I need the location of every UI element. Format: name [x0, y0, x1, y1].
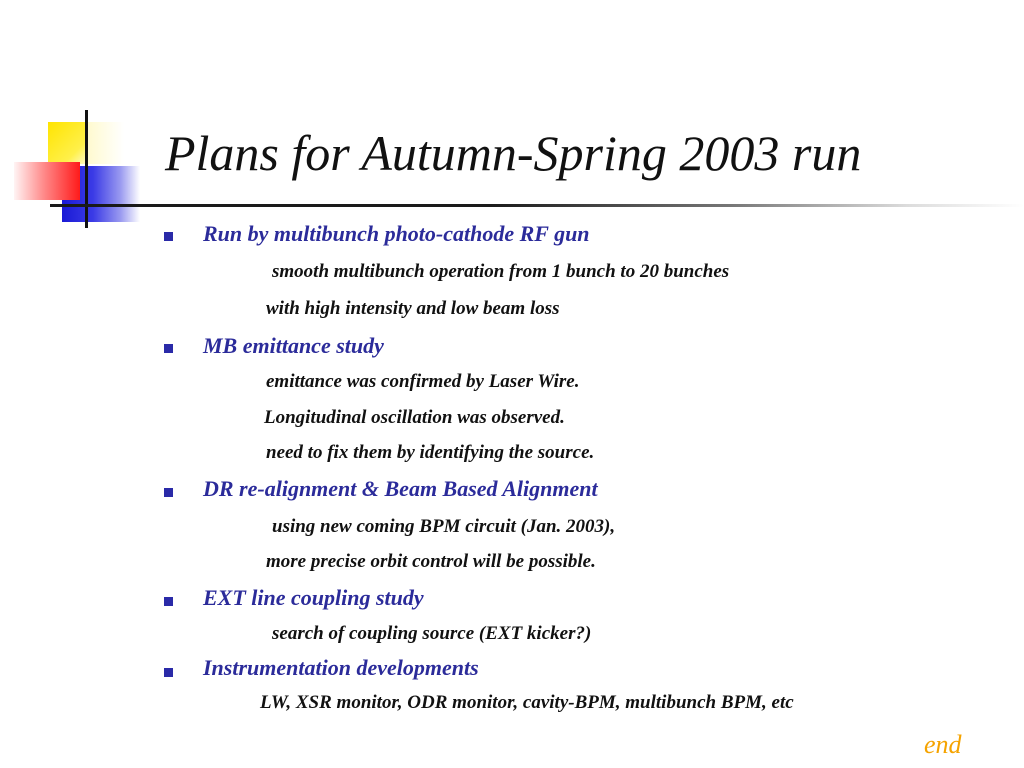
bullet-marker	[164, 488, 173, 497]
sub-text: using new coming BPM circuit (Jan. 2003),	[272, 516, 616, 537]
bullet-marker	[164, 597, 173, 606]
bullet-text: EXT line coupling study	[203, 585, 424, 610]
sub-text: need to fix them by identifying the source.	[266, 442, 595, 463]
bullet-text: Instrumentation developments	[203, 655, 479, 680]
sub-text: Longitudinal oscillation was observed.	[264, 407, 565, 428]
slide-title: Plans for Autumn-Spring 2003 run	[165, 125, 862, 181]
bullet-text: MB emittance study	[203, 333, 384, 358]
sub-text: more precise orbit control will be possible.	[266, 551, 596, 572]
sub-text: smooth multibunch operation from 1 bunch to 20 bunches	[272, 261, 730, 282]
sub-text: emittance was confirmed by Laser Wire.	[266, 371, 580, 392]
bullet-text: Run by multibunch photo-cathode RF gun	[203, 221, 590, 246]
sub-text: LW, XSR monitor, ODR monitor, cavity-BPM, multibunch BPM, etc	[260, 692, 794, 713]
bullet-marker	[164, 344, 173, 353]
sub-text: search of coupling source (EXT kicker?)	[272, 623, 592, 644]
slide-end-label: end	[924, 730, 962, 759]
bullet-marker	[164, 232, 173, 241]
bullet-marker	[164, 668, 173, 677]
sub-text: with high intensity and low beam loss	[266, 298, 560, 319]
bullet-text: DR re-alignment & Beam Based Alignment	[203, 476, 598, 501]
